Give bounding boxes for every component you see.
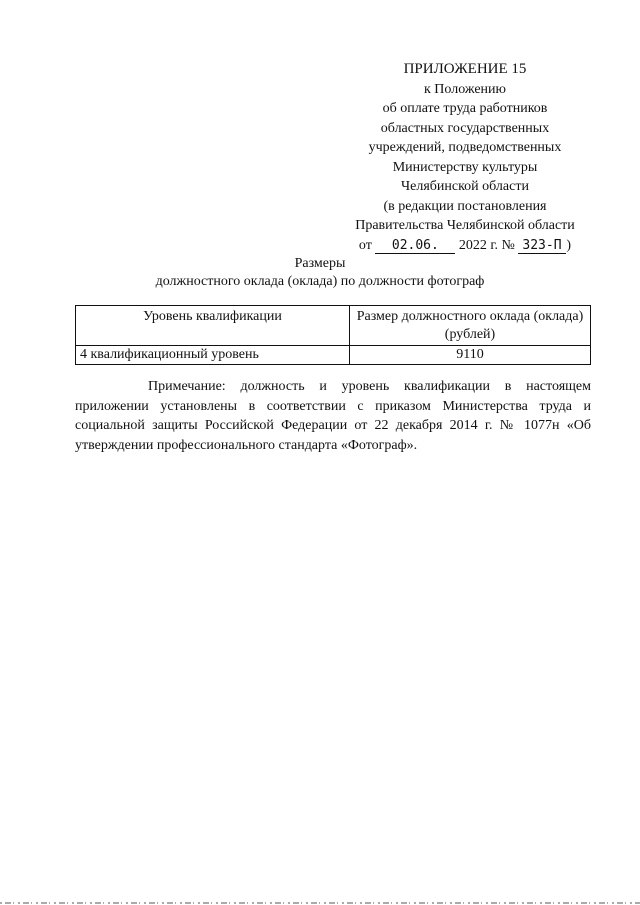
date-prefix: от (358, 237, 372, 253)
salary-table (75, 305, 591, 365)
table-header-row (76, 306, 591, 346)
appendix-line: Министерству культуры (392, 159, 538, 175)
closing-paren: ) (566, 237, 572, 253)
appendix-line: областных государственных (380, 120, 550, 136)
document-heading: Размеры (294, 256, 346, 271)
appendix-block (330, 60, 600, 255)
appendix-line: к Положению (423, 81, 506, 97)
column-header-salary: Размер должностного оклада (оклада) (рублей) (350, 306, 591, 346)
appendix-title: ПРИЛОЖЕНИЕ 15 (403, 61, 527, 77)
table-cell-qualification: 4 квалификационный уровень (76, 346, 350, 365)
appendix-line: Правительства Челябинской области (355, 218, 575, 233)
appendix-line: (в редакции постановления (383, 198, 547, 214)
decree-number-field: 323-П (518, 238, 566, 254)
appendix-line: учреждений, подведомственных (368, 140, 562, 155)
appendix-line: Челябинской области (401, 179, 529, 194)
column-header-qualification: Уровень квалификации (76, 306, 350, 346)
scan-edge-artifact (0, 895, 640, 905)
document-subheading: должностного оклада (оклада) по должности фотограф (155, 274, 485, 289)
appendix-line: об оплате труда работников (382, 101, 548, 116)
note-paragraph: Примечание: должность и уровень квалификации в настоящем приложении установлены в соответствии с приказом Министерства труда и социальной защиты Российской Федерации от 22 декабря 2014 г. № 1077н «Об утверждении профессионального стандарта «Фотограф». (75, 379, 591, 453)
decree-date-row (330, 236, 600, 256)
table-cell-salary: 9110 (350, 346, 591, 365)
decree-date-field: 02.06. (375, 238, 455, 254)
decree-year-text: 2022 г. № (458, 237, 515, 253)
table-row (76, 346, 591, 365)
